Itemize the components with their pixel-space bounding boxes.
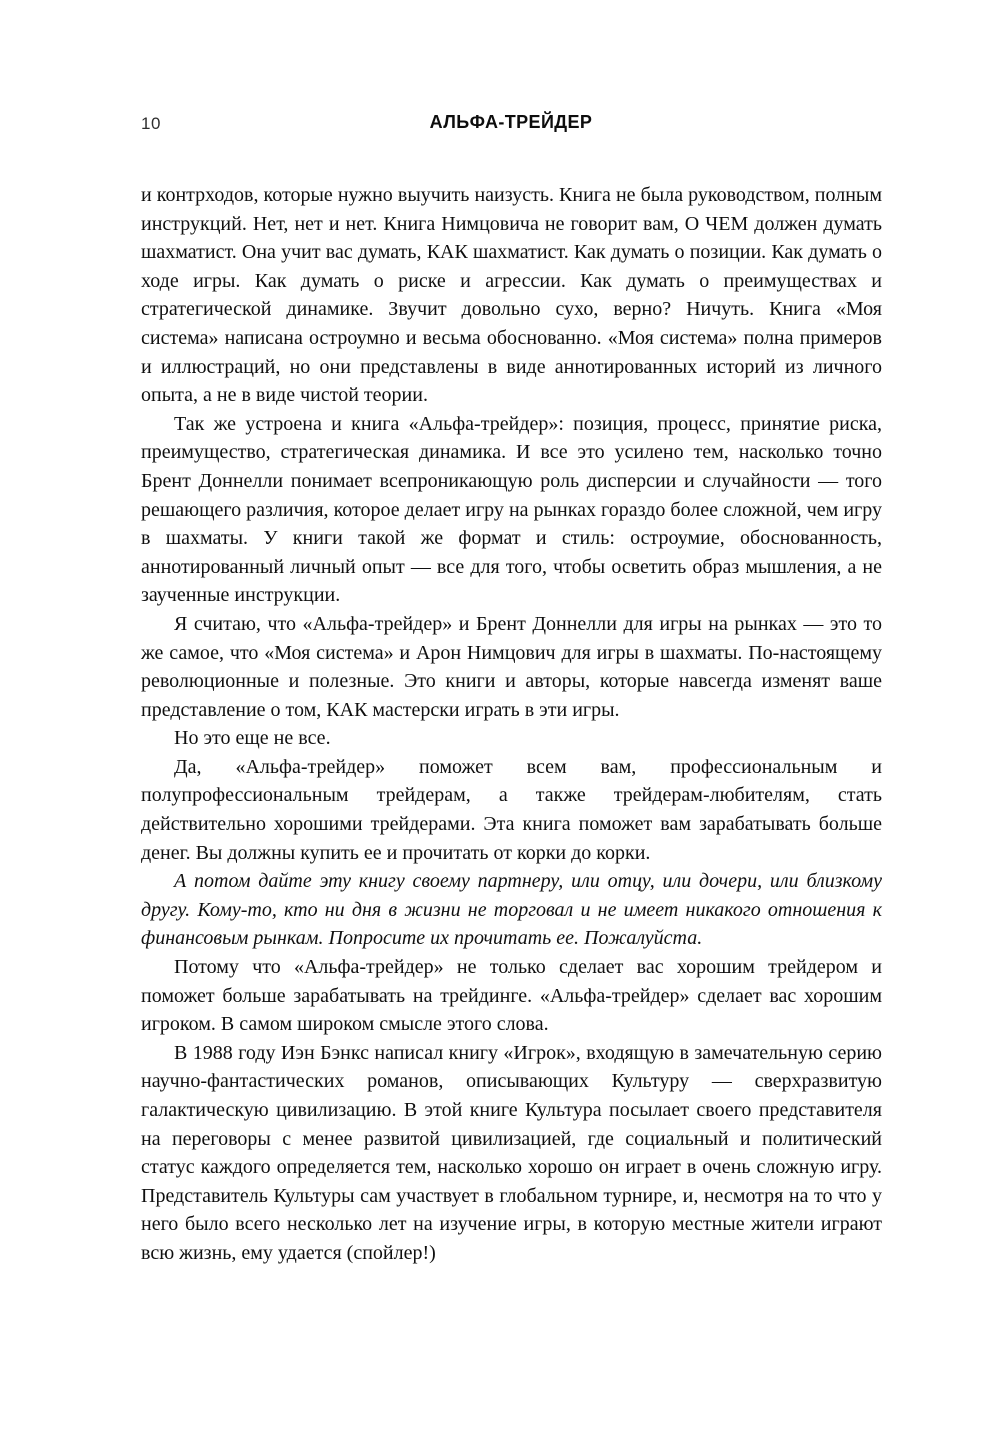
paragraph: Потому что «Альфа-трейдер» не только сделает вас хорошим трейдером и поможет больше зарабатывать на трейдинге. «Альфа-трейдер» сделает вас хорошим игроком. В самом широком смысле этого слова. bbox=[141, 956, 882, 1036]
paragraph: Так же устроена и книга «Альфа-трейдер»: позиция, процесс, принятие риска, преимущество, стратегическая динамика. И все это усилено тем, насколько точно Брент Доннелли понимает всепроникающую роль дисперсии и случайности — того решающего различия, которое делает игру на рынках гораздо более сложной, чем игру в шахматы. У книги такой же формат и стиль: остроумие, обоснованность, аннотированный личный опыт — все для того, чтобы осветить образ мышления, а не заученные инструкции. bbox=[141, 412, 882, 607]
paragraph: Но это еще не все. bbox=[174, 727, 331, 750]
paragraph-continuation: и контрходов, которые нужно выучить наизусть. Книга не была руководством, полным инструкций. Нет, нет и нет. Книга Нимцовича не говорит вам, О ЧЕМ должен думать шахматист. Она учит вас думать, КАК шахматист. Как думать о позиции. Как думать о ходе игры. Как думать о риске и агрессии. Как думать о преимуществах и стратегической динамике. Звучит довольно сухо, верно? Ничуть. Книга «Моя система» написана остроумно и весьма обоснованно. «Моя система» полна примеров и иллюстраций, но они представлены в виде аннотированных историй из личного опыта, а не в виде чистой теории. bbox=[141, 184, 882, 407]
running-title: АЛЬФА-ТРЕЙДЕР bbox=[429, 112, 593, 132]
paragraph-italic: А потом дайте эту книгу своему партнеру, или отцу, или дочери, или близкому другу. Кому-то, кто ни дня в жизни не торговал и не имеет никакого отношения к финансовым рынкам. Попросите их прочитать ее. Пожалуйста. bbox=[141, 870, 882, 950]
page-number: 10 bbox=[141, 114, 161, 133]
paragraph: В 1988 году Иэн Бэнкс написал книгу «Игрок», входящую в замечательную серию научно-фантастических романов, описывающих Культуру — сверхразвитую галактическую цивилизацию. В этой книге Культура посылает своего представителя на переговоры с менее развитой цивилизацией, где социальный и политический статус каждого определяется тем, насколько хорошо он играет в очень сложную игру. Представитель Культуры сам участвует в глобальном турнире, и, несмотря на то что у него было всего несколько лет на изучение игры, в которую местные жители играют всю жизнь, ему удается (спойлер!) bbox=[141, 1041, 882, 1264]
paragraph: Да, «Альфа-трейдер» поможет всем вам, профессиональным и полупрофессиональным трейдерам, а также трейдерам-любителям, стать действительно хорошими трейдерами. Эта книга поможет вам зарабатывать больше денег. Вы должны купить ее и прочитать от корки до корки. bbox=[141, 755, 882, 864]
running-header bbox=[141, 112, 881, 136]
paragraph: Я считаю, что «Альфа-трейдер» и Брент Доннелли для игры на рынках — это то же самое, что «Моя система» и Арон Нимцович для игры в шахматы. По-настоящему революционные и полезные. Это книги и авторы, которые навсегда изменят ваше представление о том, КАК мастерски играть в эти игры. bbox=[141, 612, 882, 721]
body-text bbox=[141, 181, 882, 1268]
